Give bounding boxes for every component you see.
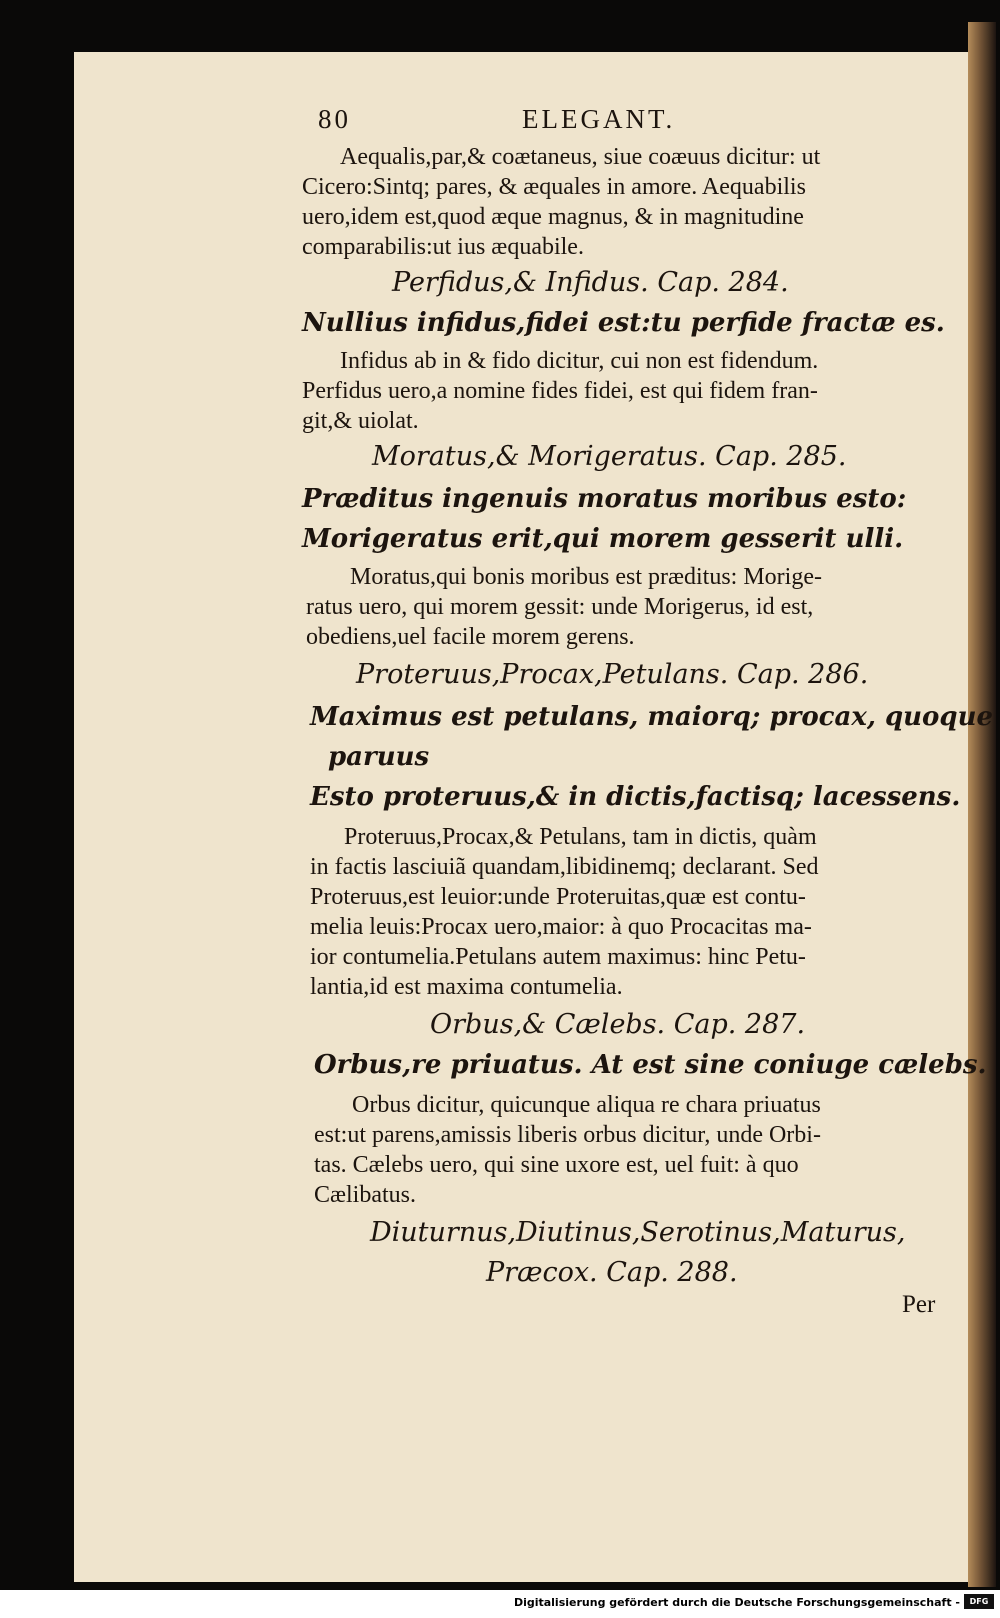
text-line: lantia,id est maxima contumelia.	[310, 974, 623, 1000]
running-title: ELEGANT.	[522, 104, 676, 134]
chapter-heading: Proteruus,Procax,Petulans. Cap. 286.	[356, 659, 869, 690]
text-line: Cicero:Sintq; pares, & æquales in amore. Aequabilis	[302, 174, 806, 200]
text-line: Cælibatus.	[314, 1182, 417, 1208]
text-line: uero,idem est,quod æque magnus, & in magnitudine	[302, 204, 804, 230]
chapter-heading: Diuturnus,Diutinus,Serotinus,Maturus,	[370, 1217, 906, 1248]
page-number: 80	[318, 104, 351, 134]
text-line: Infidus ab in & fido dicitur, cui non est fidendum.	[340, 348, 819, 374]
verse-line: Esto proteruus,& in dictis,factisq; lacessens.	[310, 782, 961, 812]
text-line: in factis lasciuiã quandam,libidinemq; declarant. Sed	[310, 854, 819, 880]
text-line: est:ut parens,amissis liberis orbus dicitur, unde Orbi-	[314, 1122, 821, 1148]
text-line: Orbus dicitur, quicunque aliqua re chara priuatus	[352, 1092, 821, 1118]
verse-line: paruus	[328, 742, 430, 772]
footer-bar	[0, 1590, 1000, 1618]
verse-line: Præditus ingenuis moratus moribus esto:	[302, 484, 907, 514]
text-line: git,& uiolat.	[302, 408, 419, 434]
text-line: Perfidus uero,a nomine fides fidei, est qui fidem fran-	[302, 378, 818, 404]
text-line: melia leuis:Procax uero,maior: à quo Procacitas ma-	[310, 914, 812, 940]
verse-line: Orbus,re priuatus. At est sine coniuge cælebs.	[314, 1050, 987, 1080]
chapter-heading: Orbus,& Cælebs. Cap. 287.	[430, 1009, 806, 1040]
text-line: tas. Cælebs uero, qui sine uxore est, uel fuit: à quo	[314, 1152, 799, 1178]
text-line: ratus uero, qui morem gessit: unde Morigerus, id est,	[306, 594, 814, 620]
dfg-logo: DFG	[964, 1594, 994, 1609]
text-line: Proteruus,est leuior:unde Proteruitas,quæ est contu-	[310, 884, 806, 910]
text-line: obediens,uel facile morem gerens.	[306, 624, 635, 650]
text-line: Aequalis,par,& coætaneus, siue coæuus dicitur: ut	[340, 144, 821, 170]
text-line: ior contumelia.Petulans autem maximus: hinc Petu-	[310, 944, 806, 970]
chapter-heading: Perfidus,& Infidus. Cap. 284.	[392, 267, 789, 298]
catchword: Per	[902, 1291, 936, 1318]
text-line: Proteruus,Procax,& Petulans, tam in dictis, quàm	[344, 824, 817, 850]
chapter-heading: Moratus,& Morigeratus. Cap. 285.	[372, 441, 847, 472]
verse-line: Morigeratus erit,qui morem gesserit ulli.	[302, 524, 904, 554]
chapter-heading: Præcox. Cap. 288.	[486, 1257, 738, 1288]
verse-line: Nullius infidus,fidei est:tu perfide fractæ es.	[302, 308, 945, 338]
text-line: comparabilis:ut ius æquabile.	[302, 234, 584, 260]
text-line: Moratus,qui bonis moribus est præditus: Morige-	[350, 564, 822, 590]
verse-line: Maximus est petulans, maiorq; procax, quoque	[310, 702, 994, 732]
footer-credit: Digitalisierung gefördert durch die Deutsche Forschungsgemeinschaft -	[513, 1596, 960, 1609]
